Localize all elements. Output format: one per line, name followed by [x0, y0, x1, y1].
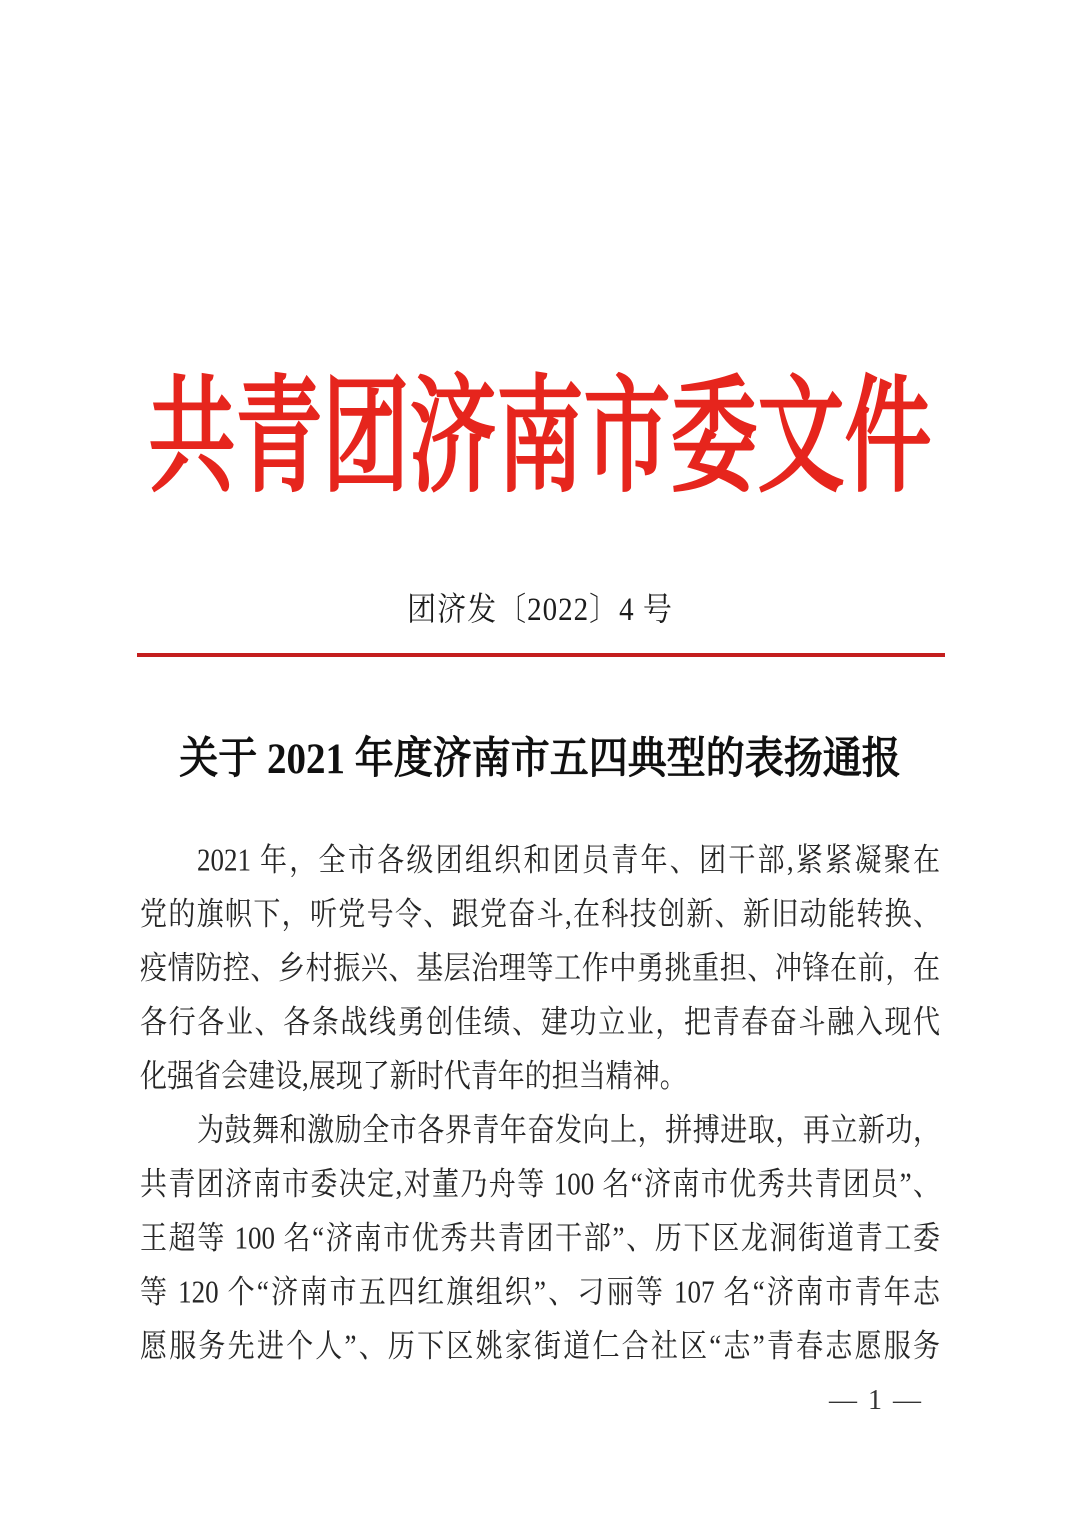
- body-text-line: 党的旗帜下，听党号令、跟党奋斗,在科技创新、新旧动能转换、: [140, 896, 940, 932]
- body-text-line: 共青团济南市委决定,对董乃舟等 100 名“济南市优秀共青团员”、: [140, 1166, 940, 1202]
- document-body: [140, 833, 940, 1373]
- body-text-line: 等 120 个“济南市五四红旗组织”、刁丽等 107 名“济南市青年志: [140, 1274, 940, 1310]
- body-paragraph-1: [140, 833, 940, 1103]
- body-paragraph-2: [140, 1103, 940, 1373]
- red-divider-line: [137, 653, 945, 657]
- agency-banner-title: 共青团济南市委文件: [148, 366, 932, 508]
- body-text-line: 为鼓舞和激励全市各界青年奋发向上，拼搏进取，再立新功，: [197, 1112, 940, 1148]
- body-text-line: 疫情防控、乡村振兴、基层治理等工作中勇挑重担、冲锋在前，在: [140, 950, 940, 986]
- body-text-line: 化强省会建设,展现了新时代青年的担当精神。: [140, 1058, 687, 1094]
- body-text-line: 各行各业、各条战线勇创佳绩、建功立业，把青春奋斗融入现代: [140, 1004, 940, 1040]
- page-number: — 1 —: [829, 1385, 923, 1416]
- body-text-line: 2021 年，全市各级团组织和团员青年、团干部,紧紧凝聚在: [197, 842, 940, 878]
- body-text-line: 王超等 100 名“济南市优秀共青团干部”、历下区龙洞街道青工委: [140, 1220, 940, 1256]
- document-number: 团济发〔2022〕4 号: [407, 592, 673, 629]
- document-title: 关于 2021 年度济南市五四典型的表扬通报: [179, 735, 901, 784]
- body-text-line: 愿服务先进个人”、历下区姚家街道仁合社区“志”青春志愿服务: [140, 1328, 940, 1364]
